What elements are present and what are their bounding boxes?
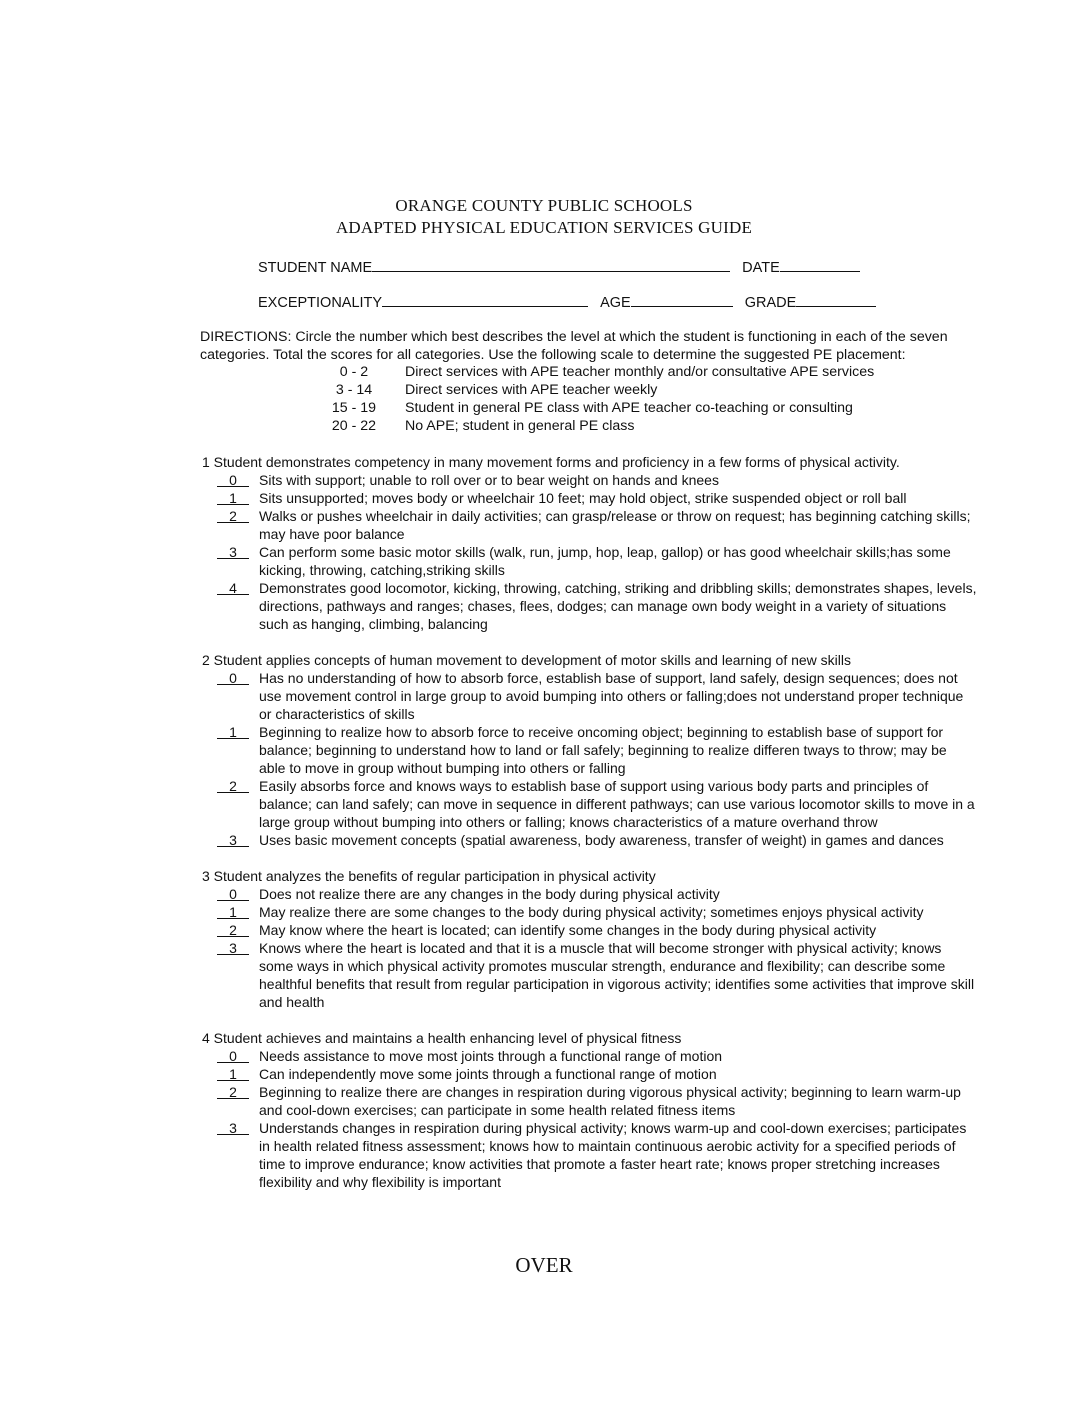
rating-description: May know where the heart is located; can identify some changes in the body during physical activity <box>259 922 877 938</box>
rating-description: Can independently move some joints through a functional range of motion <box>259 1066 717 1082</box>
scale-range: 3 - 14 <box>335 382 373 398</box>
score-option[interactable]: 3 <box>217 1120 249 1135</box>
scale-description: No APE; student in general PE class <box>405 418 635 434</box>
placement-scale <box>328 364 874 436</box>
category-title: 3 Student analyzes the benefits of regular participation in physical activity <box>202 868 656 884</box>
score-option[interactable]: 2 <box>217 1084 249 1099</box>
score-option[interactable]: 0 <box>217 472 249 487</box>
category-title: 1 Student demonstrates competency in many movement forms and proficiency in a few forms of physical activity. <box>202 454 900 470</box>
name-date-row <box>258 257 872 276</box>
score-option[interactable]: 0 <box>217 886 249 901</box>
date-label: DATE <box>742 260 780 276</box>
rating-item <box>202 831 977 849</box>
rating-description: Beginning to realize there are changes in respiration during vigorous physical activity; beginning to learn warm-up and cool-down exercises; can participate in some health related fitness items <box>259 1084 961 1118</box>
grade-field[interactable] <box>796 292 876 307</box>
exceptionality-label: EXCEPTIONALITY <box>258 295 383 311</box>
rating-item <box>202 903 977 921</box>
rating-item <box>202 507 977 543</box>
scale-range: 20 - 22 <box>331 418 377 434</box>
student-name-field[interactable] <box>372 257 730 272</box>
categories <box>202 453 977 1209</box>
score-option[interactable]: 4 <box>217 580 249 595</box>
rating-description: Understands changes in respiration during physical activity; knows warm-up and cool-down exercises; participates in health related fitness assessment; knows how to maintain continuous aerobic activity for a specified periods of time to improve endurance; know activities that promote a faster heart rate; knows proper stretching increases flexibility and why flexibility is important <box>259 1120 967 1190</box>
rating-item <box>202 489 977 507</box>
category-3 <box>202 867 977 1011</box>
score-option[interactable]: 2 <box>217 922 249 937</box>
rating-item <box>202 1047 977 1065</box>
category-title: 4 Student achieves and maintains a health enhancing level of physical fitness <box>202 1030 682 1046</box>
category-2 <box>202 651 977 849</box>
rating-description: Beginning to realize how to absorb force to receive oncoming object; beginning to establish base of support for balance; beginning to understand how to land or fall safely; beginning to realize differen tways to throw; may be able to move in group without bumping into others or falling <box>259 724 947 776</box>
school-title: ORANGE COUNTY PUBLIC SCHOOLS <box>395 196 693 215</box>
rating-item <box>202 723 977 777</box>
score-option[interactable]: 0 <box>217 1048 249 1063</box>
score-option[interactable]: 1 <box>217 490 249 505</box>
rating-item <box>202 885 977 903</box>
category-4 <box>202 1029 977 1191</box>
category-1 <box>202 453 977 633</box>
exceptionality-row <box>258 292 888 311</box>
student-name-label: STUDENT NAME <box>258 260 373 276</box>
rating-item <box>202 777 977 831</box>
scale-description: Direct services with APE teacher weekly <box>405 382 658 398</box>
guide-title: ADAPTED PHYSICAL EDUCATION SERVICES GUIDE <box>335 218 753 237</box>
rating-description: Has no understanding of how to absorb force, establish base of support, land safely, design sequences; does not use movement control in large group to avoid bumping into others or falling;does not understand proper technique or characteristics of skills <box>259 670 964 722</box>
rating-item <box>202 921 977 939</box>
rating-description: Can perform some basic motor skills (walk, run, jump, hop, leap, gallop) or has good wheelchair skills;has some kicking, throwing, catching,striking skills <box>259 544 951 578</box>
rating-description: Knows where the heart is located and that it is a muscle that will become stronger with physical activity; knows some ways in which physical activity promotes muscular strength, endurance and flexibility; can describe some healthful benefits that result from regular participation in vigorous activity; identifies some activities that improve skill and health <box>259 940 975 1010</box>
grade-label: GRADE <box>744 295 797 311</box>
age-label: AGE <box>600 295 631 311</box>
directions: DIRECTIONS: Circle the number which best describes the level at which the student is functioning in each of the seven categories. Total the scores for all categories. Use the following scale to determine the suggested PE placement: <box>200 329 948 363</box>
rating-description: Needs assistance to move most joints through a functional range of motion <box>259 1048 723 1064</box>
rating-description: Does not realize there are any changes in the body during physical activity <box>259 886 720 902</box>
category-title: 2 Student applies concepts of human movement to development of motor skills and learning of new skills <box>202 652 852 668</box>
score-option[interactable]: 3 <box>217 544 249 559</box>
over-label: OVER <box>515 1253 573 1277</box>
rating-description: Sits unsupported; moves body or wheelchair 10 feet; may hold object, strike suspended object or roll ball <box>259 490 907 506</box>
rating-description: Demonstrates good locomotor, kicking, throwing, catching, striking and dribbling skills; demonstrates shapes, levels, directions, pathways and ranges; chases, flees, dodges; can manage own body weight in a variety of situations such as hanging, climbing, balancing <box>259 580 977 632</box>
scale-description: Direct services with APE teacher monthly and/or consultative APE services <box>405 364 875 380</box>
scale-row <box>328 364 874 382</box>
rating-description: Easily absorbs force and knows ways to establish base of support using various body parts and principles of balance; can land safely; can move in sequence in different pathways; can use various locomotor skills to move in a large group without bumping into others or falling; knows characteristics of a mature overhand throw <box>259 778 975 830</box>
rating-item <box>202 543 977 579</box>
rating-item <box>202 1119 977 1191</box>
scale-row <box>328 418 874 436</box>
score-option[interactable]: 3 <box>217 940 249 955</box>
rating-item <box>202 471 977 489</box>
scale-row <box>328 382 874 400</box>
score-option[interactable]: 1 <box>217 904 249 919</box>
rating-description: Sits with support; unable to roll over or to bear weight on hands and knees <box>259 472 719 488</box>
rating-item <box>202 669 977 723</box>
rating-item <box>202 939 977 1011</box>
scale-description: Student in general PE class with APE teacher co-teaching or consulting <box>405 400 853 416</box>
rating-item <box>202 579 977 633</box>
exceptionality-field[interactable] <box>382 292 588 307</box>
rating-description: May realize there are some changes to the body during physical activity; sometimes enjoys physical activity <box>259 904 924 920</box>
rating-description: Uses basic movement concepts (spatial awareness, body awareness, transfer of weight) in games and dances <box>259 832 944 848</box>
scale-range: 0 - 2 <box>339 364 369 380</box>
score-option[interactable]: 0 <box>217 670 249 685</box>
score-option[interactable]: 3 <box>217 832 249 847</box>
rating-description: Walks or pushes wheelchair in daily activities; can grasp/release or throw on request; has beginning catching skills; may have poor balance <box>259 508 971 542</box>
scale-row <box>328 400 874 418</box>
score-option[interactable]: 1 <box>217 724 249 739</box>
score-option[interactable]: 2 <box>217 508 249 523</box>
age-field[interactable] <box>631 292 733 307</box>
score-option[interactable]: 2 <box>217 778 249 793</box>
rating-item <box>202 1083 977 1119</box>
rating-item <box>202 1065 977 1083</box>
scale-range: 15 - 19 <box>331 400 377 416</box>
score-option[interactable]: 1 <box>217 1066 249 1081</box>
date-field[interactable] <box>780 257 860 272</box>
